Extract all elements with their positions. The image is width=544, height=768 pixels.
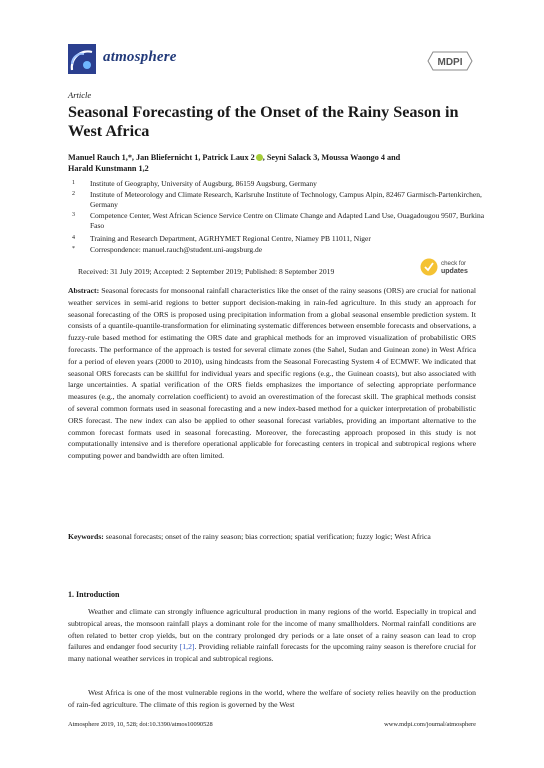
check-updates-line1: check for <box>441 260 467 267</box>
keywords-label: Keywords: <box>68 532 104 541</box>
paper-title: Seasonal Forecasting of the Onset of the Rainy Season in West Africa <box>68 103 459 140</box>
check-updates-line2: updates <box>441 268 468 275</box>
intro-paragraph-1: Weather and climate can strongly influence agricultural production in many regions of the world. Especially in tropical and subtropical areas, the monsoon rainfall plays a dominant role for the income of many smallholders. Normal rainfall conditions are often related to better crop yields, but on the contrary prolonged dry periods or a late onset of a rainy season can lead to crop failures and endanger food security [1,2]. Providing reliable rainfall forecasts for the upcoming rainy season is therefore crucial for many national weather services in tropical and subtropical regions. <box>68 607 477 664</box>
article-type: Article <box>68 90 92 100</box>
journal-name: atmosphere <box>103 49 177 65</box>
publication-dates: Received: 31 July 2019; Accepted: 2 September 2019; Published: 8 September 2019 <box>78 267 335 276</box>
publisher-name: MDPI <box>437 57 463 68</box>
orcid-icon[interactable] <box>256 154 263 161</box>
authors-line1b: , Seyni Salack 3, Moussa Waongo 4 and <box>262 153 401 162</box>
footer-url[interactable]: www.mdpi.com/journal/atmosphere <box>384 721 476 728</box>
journal-logo-icon <box>68 44 96 74</box>
check-for-updates-badge[interactable] <box>420 256 476 278</box>
keywords <box>68 531 476 543</box>
authors-line1: Manuel Rauch 1,*, Jan Bliefernicht 1, Patrick Laux 2 <box>68 153 255 162</box>
abstract-label: Abstract: <box>68 286 100 295</box>
abstract <box>68 285 476 462</box>
section-heading: 1. Introduction <box>68 590 120 599</box>
keywords-text: seasonal forecasts; onset of the rainy season; bias correction; spatial verification; fuzzy logic; West Africa <box>105 532 431 541</box>
intro-paragraph-2: West Africa is one of the most vulnerable regions in the world, where the welfare of society relies heavily on the production of rain-fed agriculture. The climate of this region is governed by the West <box>68 688 476 709</box>
publisher-logo-icon <box>427 50 473 72</box>
footer-citation: Atmosphere 2019, 10, 528; doi:10.3390/atmos10090528 <box>68 721 213 728</box>
abstract-text: Seasonal forecasts for monsoonal rainfall characteristics like the onset of the rainy seasons (ORS) are crucial for national weather services in semi-arid regions to better support decision-making in rain-fed agriculture. In this study an approach for seasonal forecasting of the ORS is proposed using precipitation information from a global seasonal ensemble prediction system. It consists of a quantile-quantile-transformation for eliminating systematic differences between ensemble forecasts and observations, a fuzzy-rule based method for estimating the ORS date and graphical methods for an improved visualization of probabilistic ORS forecasts. The performance of the approach is tested for several climate zones (the Sahel, Sudan and Guinean zone) in West Africa for a period of eleven years (2000 to 2010), using hindcasts from the Seasonal Forecasting System 4 of ECMWF. We indicated that seasonal ORS forecasts can be skillful for individual years and specific regions (e.g., the Guinean coasts), but also associated with large uncertainties. A spatial verification of the ORS fields emphasizes the importance of selecting appropriate performance measures (e.g., the anomaly correlation coefficient) to avoid an overestimation of the forecast skill. The graphical methods consist of several common formats used in seasonal forecasting and a new index-based method for a quicker interpretation of probabilistic ORS forecast. The new index can also be applied to other seasonal forecast variables, providing an important alternative to the common forecast formats used in seasonal forecasting. Moreover, the forecasting approach proposed in this study is not computationally intensive and is therefore operational applicable for forecasting centers in tropical and subtropical regions where computing power and bandwidth are often limited. <box>68 286 477 461</box>
author-list <box>68 152 488 174</box>
citation-link[interactable]: [1,2] <box>179 642 195 652</box>
authors-line2: Harald Kunstmann 1,2 <box>68 164 149 173</box>
